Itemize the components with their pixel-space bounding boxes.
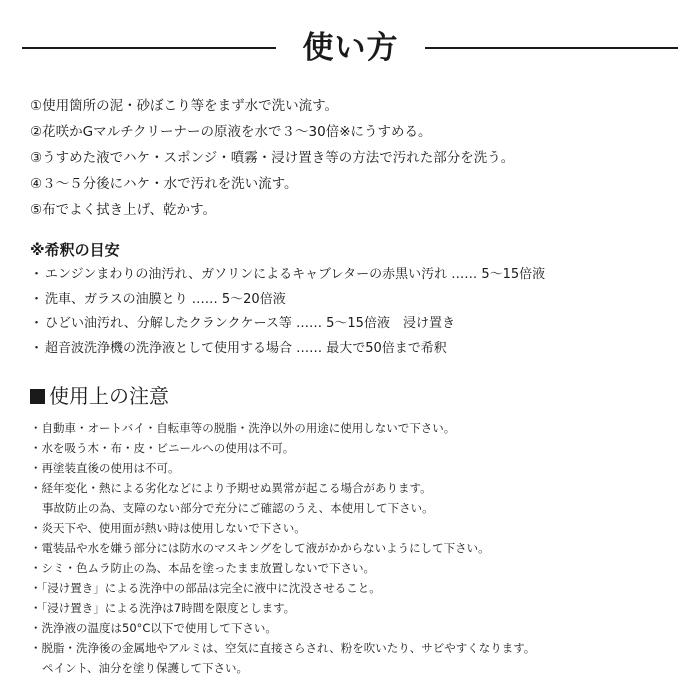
title-rule-right: [425, 47, 678, 49]
dilution-item: [30, 312, 680, 337]
dilution-item: [30, 288, 680, 313]
caution-line: ・「浸け置き」による洗浄中の部品は完全に液中に沈没させること。: [30, 581, 381, 595]
dilution-text: エンジンまわりの油汚れ、ガソリンによるキャブレターの赤黒い汚れ …… 5〜15倍液: [45, 267, 546, 282]
caution-line: ・自動車・オートバイ・自転車等の脱脂・洗浄以外の用途に使用しないで下さい。: [30, 421, 456, 435]
bullet: ・: [30, 267, 44, 282]
caution-heading-text: 使用上の注意: [49, 384, 169, 408]
caution-line: 事故防止の為、支障のない部分で充分にご確認のうえ、本使用して下さい。: [42, 501, 434, 515]
step-4: ④３〜５分後にハケ・水で汚れを洗い流す。: [30, 176, 298, 192]
step-3: ③うすめた液でハケ・スポンジ・噴霧・浸け置き等の方法で汚れた部分を洗う。: [30, 150, 515, 166]
dilution-text: 洗車、ガラスの油膜とり …… 5〜20倍液: [45, 291, 286, 307]
step-1: ①使用箇所の泥・砂ぼこり等をまず水で洗い流す。: [30, 98, 339, 114]
caution-heading: [30, 382, 690, 418]
dilution-guide: [30, 239, 680, 361]
dilution-heading: ※希釈の目安: [30, 241, 120, 259]
caution-line: ・電装品や水を嫌う部分には防水のマスキングをして液がかからないようにして下さい。: [30, 541, 490, 555]
usage-steps: [30, 93, 680, 223]
bullet: ・: [30, 316, 44, 331]
caution-section: [30, 382, 690, 678]
caution-line: ・炎天下や、使用面が熱い時は使用しないで下さい。: [30, 521, 306, 535]
square-bullet-icon: [30, 389, 45, 404]
caution-line: ・シミ・色ムラ防止の為、本品を塗ったまま放置しないで下さい。: [30, 561, 375, 575]
title-header: [0, 26, 700, 70]
caution-line: ・洗浄液の温度は50°C以下で使用して下さい。: [30, 621, 277, 635]
page-title: 使い方: [302, 30, 399, 66]
caution-line: ・経年変化・熱による劣化などにより予期せぬ異常が起こる場合があります。: [30, 481, 432, 495]
dilution-text: ひどい油汚れ、分解したクランクケース等 …… 5〜15倍液 浸け置き: [45, 316, 455, 331]
dilution-text: 超音波洗浄機の洗浄液として使用する場合 …… 最大で50倍まで希釈: [45, 340, 447, 356]
caution-line: ・水を吸う木・布・皮・ビニールへの使用は不可。: [30, 441, 295, 455]
step-5: ⑤布でよく拭き上げ、乾かす。: [30, 202, 216, 218]
caution-line: ペイント、油分を塗り保護して下さい。: [42, 661, 248, 675]
dilution-item: [30, 263, 680, 288]
caution-line: ・再塗装直後の使用は不可。: [30, 461, 180, 475]
caution-line: ・「浸け置き」による洗浄は7時間を限度とします。: [30, 601, 296, 615]
bullet: ・: [30, 340, 44, 356]
title-rule-left: [22, 47, 276, 49]
bullet: ・: [30, 291, 44, 307]
caution-line: ・脱脂・洗浄後の金属地やアルミは、空気に直接さらされ、粉を吹いたり、サビやすくなります。: [30, 641, 536, 655]
step-2: ②花咲かGマルチクリーナーの原液を水で３〜30倍※にうすめる。: [30, 124, 432, 140]
dilution-item: [30, 337, 680, 362]
